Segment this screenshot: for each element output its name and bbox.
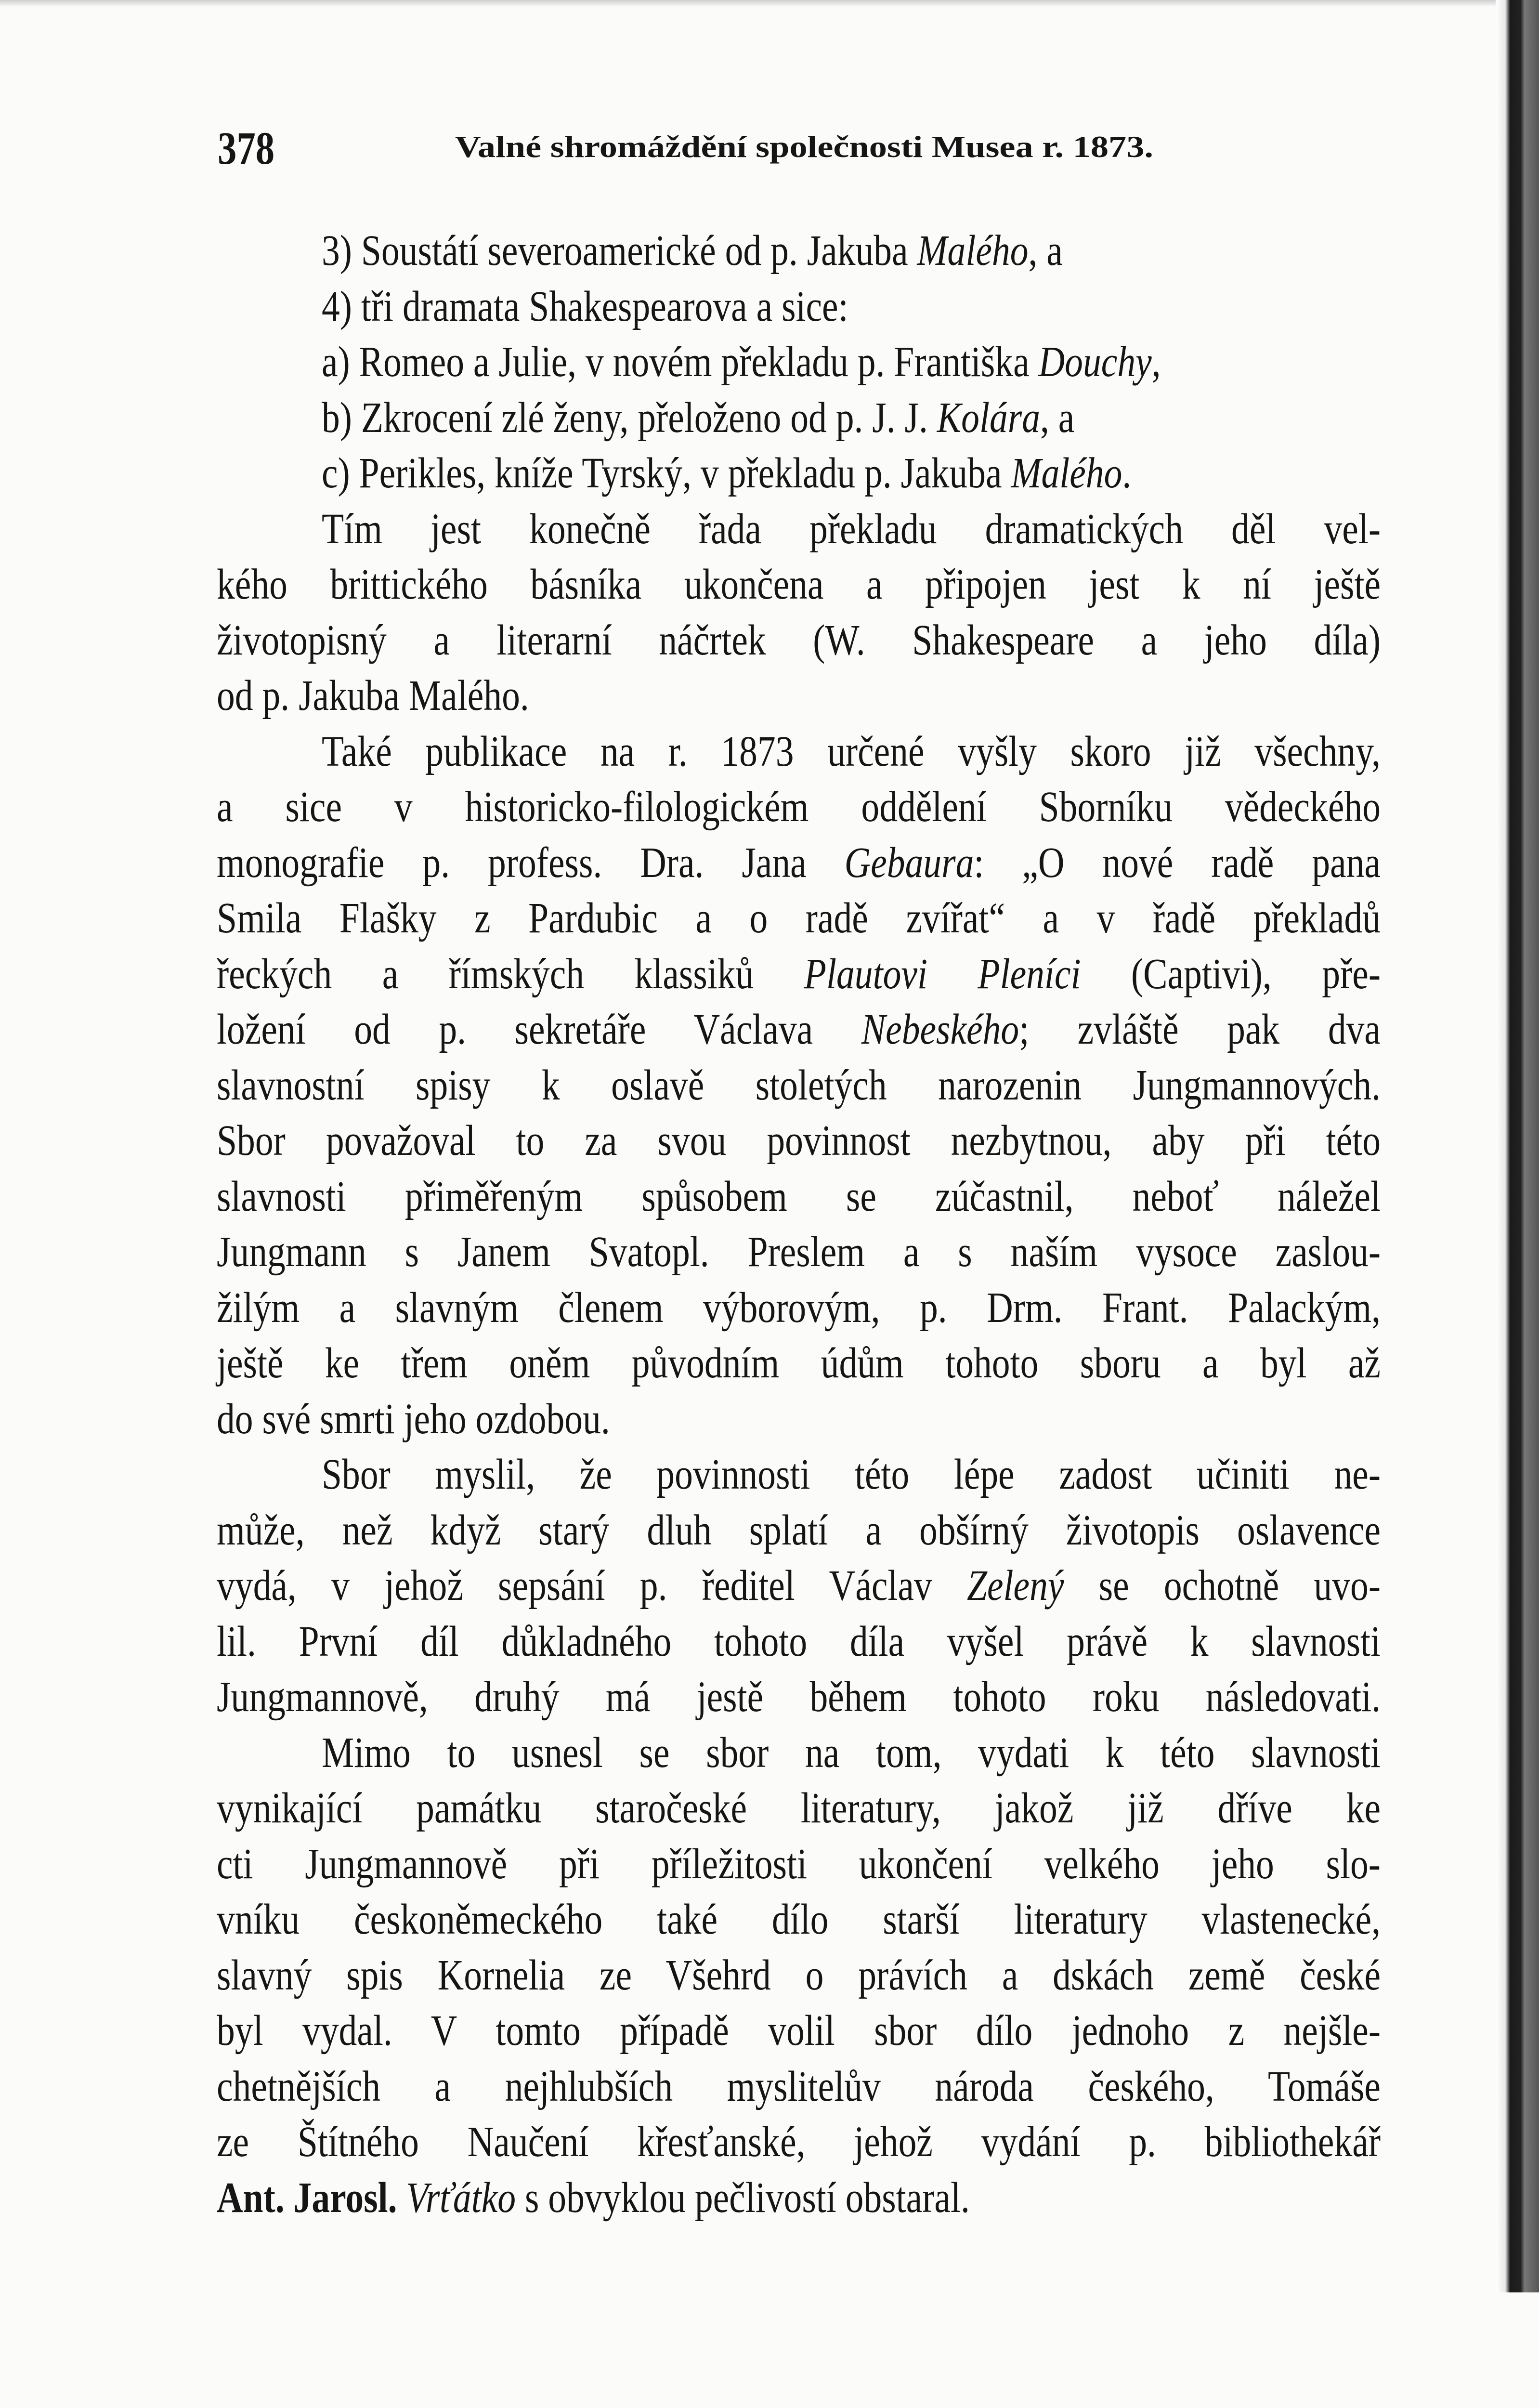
text-run: do své smrti jeho ozdobou. [217,1395,610,1443]
italic-name: Nebeského [861,1006,1019,1053]
text-run: Mimo to usnesl se sbor na tom, vydati k této slavnosti [322,1728,1381,1777]
text-line [217,1669,1381,1725]
scan-top-edge [0,0,1539,7]
text-run: vníku českoněmeckého také dílo starší literatury vlastenecké, [217,1896,1381,1943]
text-line [217,1780,1381,1836]
text-run: monografie p. profess. Dra. Jana [217,838,845,887]
italic-name: Plautovi Pleníci [804,950,1081,998]
text-line [217,1058,1381,1113]
text-run: , a [1040,393,1075,442]
text-run [397,2174,406,2222]
text-run: byl vydal. V tomto případě volil sbor dílo jednoho z nejšle- [217,2007,1381,2055]
text-run: slavnostní spisy k oslavě stoletých narozenin Jungmannových. [217,1061,1381,1109]
text-line [217,1113,1381,1168]
text-line [217,2003,1381,2058]
text-line [322,445,1381,501]
text-line [322,334,1381,390]
text-line [217,2114,1381,2170]
text-line [217,1948,1381,2003]
italic-name: Zelený [966,1562,1064,1610]
text-run: . [1122,449,1132,497]
text-line [217,1280,1381,1335]
text-run: Sbor považoval to za svou povinnost nezbytnou, aby při této [217,1117,1381,1165]
text-run: Sbor myslil, že povinnosti této lépe zadost učiniti ne- [322,1451,1381,1498]
text-run: slavný spis Kornelia ze Všehrd o právích a dskách země české [217,1951,1381,1999]
text-line [217,1614,1381,1669]
text-line [322,1447,1381,1502]
text-run: b) Zkrocení zlé ženy, přeloženo od p. J. J. [322,393,937,442]
text-run: žilým a slavným členem výborovým, p. Drm. Frant. Palackým, [217,1283,1381,1332]
text-run: , [1151,338,1161,386]
text-line [322,1725,1381,1780]
text-run: Tím jest konečně řada překladu dramatických děl vel- [322,505,1381,553]
text-line [217,1503,1381,1558]
italic-name: Gebaura [844,838,974,887]
running-title: Valné shromáždění společnosti Musea r. 1873. [455,130,1153,164]
text-line [217,1169,1381,1224]
text-run: vynikající památku staročeské literatury, jakož již dříve ke [217,1784,1381,1832]
text-run: slavnosti přiměřeným spůsobem se zúčastnil, neboť náležel [217,1172,1381,1220]
text-line [322,390,1381,445]
text-line [217,890,1381,946]
text-line [322,501,1381,557]
text-run: 4) tři dramata Shakespearova a sice: [322,282,848,330]
text-line [217,2059,1381,2114]
text-line [217,2170,1381,2225]
text-run: a) Romeo a Julie, v novém překladu p. Františka [322,338,1039,386]
text-line [322,724,1381,779]
text-run: s obvyklou pečlivostí obstaral. [516,2173,970,2222]
text-run: může, než když starý dluh splatí a obšírný životopis oslavence [217,1506,1381,1554]
text-run: ze Štítného Naučení křesťanské, jehož vydání p. bibliothekář [217,2118,1381,2166]
text-run: ještě ke třem oněm původním údům tohoto sboru a byl až [217,1339,1381,1387]
text-run: od p. Jakuba Malého. [217,672,529,720]
text-line [217,1836,1381,1892]
text-run: cti Jungmannově při příležitosti ukončení velkého jeho slo- [217,1840,1381,1888]
text-line [217,946,1381,1002]
text-run: Smila Flašky z Pardubic a o radě zvířat“ a v řadě překladů [217,894,1381,942]
italic-name: Malého [1011,449,1122,497]
text-run: se ochotně uvo- [1064,1562,1381,1610]
text-run: Jungmannově, druhý má jestě během tohoto roku následovati. [217,1673,1381,1721]
text-run: ložení od p. sekretáře Václava [217,1006,861,1053]
text-line [217,1558,1381,1613]
text-run: : „O nové radě pana [974,838,1381,887]
text-run: ; zvláště pak dva [1019,1006,1381,1053]
text-run: Také publikace na r. 1873 určené vyšly skoro již všechny, [322,727,1381,775]
page-number: 378 [218,122,275,174]
text-line [217,1002,1381,1057]
scan-right-edge [1496,0,1539,2292]
italic-name: Vrťátko [406,2173,516,2222]
text-line [217,613,1381,668]
italic-name: Malého [917,227,1029,275]
text-line [217,835,1381,890]
italic-name: Douchy [1038,338,1152,386]
text-run: , a [1028,227,1063,275]
text-line [217,668,1381,723]
text-line [217,1224,1381,1280]
text-run: c) Perikles, kníže Tyrský, v překladu p. Jakuba [322,449,1011,497]
text-line [322,279,1381,334]
text-run: Jungmann s Janem Svatopl. Preslem a s naším vysoce zaslou- [217,1228,1381,1276]
text-run: (Captivi), pře- [1081,950,1381,998]
text-run: vydá, v jehož sepsání p. ředitel Václav [217,1562,967,1610]
text-run: Ant. Jarosl. [217,2173,397,2222]
text-line [217,1391,1381,1447]
text-run: životopisný a literarní náčrtek (W. Shakespeare a jeho díla) [217,616,1381,664]
text-run: řeckých a římských klassiků [217,950,804,998]
text-line [217,1892,1381,1947]
text-run: kého brittického básníka ukončena a připojen jest k ní ještě [217,561,1381,608]
text-line [217,1335,1381,1391]
text-line [217,557,1381,612]
text-line [322,223,1381,278]
text-run: 3) Soustátí severoamerické od p. Jakuba [322,227,917,275]
text-line [217,779,1381,835]
text-run: a sice v historicko-filologickém oddělení Sborníku vědeckého [217,783,1381,831]
text-run: lil. První díl důkladného tohoto díla vyšel právě k slavnosti [217,1617,1381,1665]
text-run: chetnějších a nejhlubších myslitelův národa českého, Tomáše [217,2062,1381,2110]
italic-name: Kolára [937,393,1040,442]
